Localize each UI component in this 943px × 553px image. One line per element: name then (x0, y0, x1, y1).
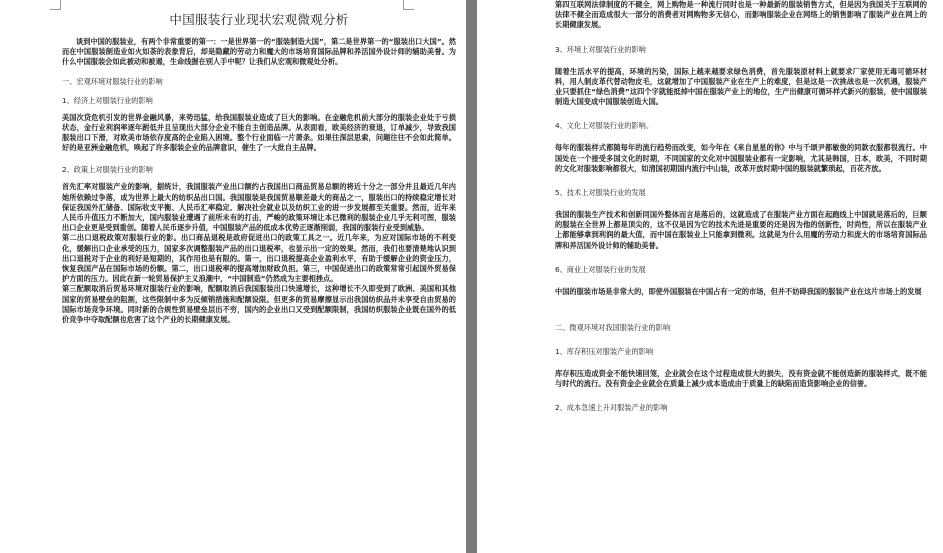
subsection-heading: 2、政策上对服装行业的影响 (62, 165, 153, 175)
page-corner-mark (50, 0, 61, 10)
section-heading: 二、微观环境对我国服装行业的影响 (555, 323, 671, 333)
intro-paragraph: 谈到中国的服装业，有两个非常重要的第一：一是世界第一的“服装制造大国”，第二是世界第一的“服装出口大国”。然而在中国服装制造业如火如荼的表象背后，却是隐藏的劳动力和魔大的市场培育国际品牌和养活国外设计师的辅助美誉。为什么中国服装会如此被动和被遏，生命线握在别人手中呢？让我们从宏观和微观处分析。 (62, 37, 456, 67)
subsection-heading: 2、成本急速上升对服装产业的影响 (555, 403, 668, 413)
body-paragraph: 每年的服装样式都随每年的流行趋势而改变，如今年在《来自星星的你》中与千颂尹都敏俊的同款衣服都很流行。中国处在一个接受多国文化的时期，不同国家的文化对中国服装业都有一定影响，尤其是韩国，日本，欧美，不同时期的文化对服装影响都很大，如清国初期国内流行中山装，改革开放时期中国的服装就繁琐起，百花齐放。 (555, 143, 927, 173)
section-heading: 一、宏观环境对服装行业的影响 (62, 76, 163, 86)
subsection-heading: 6、商业上对服装行业的发展 (555, 264, 646, 274)
body-paragraph: 中国的服装市场是非常大的，即使外国服装在中国占有一定的市场，但并不妨碍我国的服装产业在这片市场上的发展 (555, 286, 922, 296)
page-gap (466, 0, 477, 553)
page-corner-mark (403, 0, 414, 10)
document-title: 中国服装行业现状宏观微观分析 (169, 12, 349, 27)
document-page-left (0, 0, 466, 553)
document-page-right (477, 0, 943, 553)
subsection-heading: 3、环境上对服装行业的影响 (555, 44, 646, 54)
subsection-heading: 4、文化上对服装行业的影响。 (555, 121, 654, 131)
body-paragraph: 美国次贷危机引发的世界金融风暴，来势迅猛，给我国服装业造成了巨大的影响。在金融危机前大部分的服装企业处于亏损状态，金行业利润率逐年跗低并且呈现出大部分企业不能自主创造品牌。从表面看，欧美经济的衰退，订单减少，导致我国服装出口下滑，对欧美市场依存度高的企业陷入困境。整个行业面临一片萧条。如果往深层思索，问题往往不会如此简单。好的是亚洲金融危机，唤起了许多服装企业的品牌意识，催生了一大批自主品牌。 (62, 112, 456, 153)
subsection-heading: 5、技术上对服装行业的发展 (555, 188, 646, 198)
body-paragraph: 第二出口退税政策对服装行业的影。出口商品退税是政府促进出口的政策工具之一。近几年来，为应对国际市场的不利变化，缓解出口企业承受的压力，国家多次调整服装产品的出口退税率，也显示出一定的效果。然而，我们也要清楚地认识到出口退税对于企业的利好是短期的，其作用也是有限的。第一，出口退税提高企业盈利水平，有助于缓解企业的资金压力，恢复我国产品在国际市场的份额。第二，出口退税率的提高增加财政负担。第三，中国促进出口的政策常常引起国外贸易保护方面的压力。因此在新一轮贸易保护主义浪潮中，“中国制造”仍然成为主要相挫点。 (62, 233, 456, 284)
body-paragraph: 随着生活水平的提高，环境的污染，国际上越来越要求绿色消费，首先服装原材料上就要求厂家使用无毒可循环材料，用人制皮革代替动物皮毛，这就增加了中国服装产业在生产上的难度，但是这是一次挑战也是一次机遇，服装产业只要抓住“绿色消费”这四个字就能抵掉中国在服装产业上的地位，生产出健康可循环样式新兴的服装，使中国服装制造大国变成中国服装创造大国。 (555, 66, 927, 107)
body-paragraph: 第四互联网法律制度的不健全，网上购物是一种流行同时也是一种最新的服装销售方式，但是因为我国关于互联网的法律不健全而造成很大一部分的消费者对网购物多无信心，而影响服装企业在网络上的销售影响了服装产业在网上的长期健康发展。 (555, 0, 927, 30)
subsection-heading: 1、库存积压对服装产业的影响 (555, 347, 654, 357)
body-paragraph: 第三配额取消后贸易环境对服装行业的影响，配额取消后我国服装出口快速增长，这种增长不久即受到了欧洲、美国和其他国家的贸易壁垒的阻割，这些限制中多为反倾销措施和配额设限。但更多的贸易摩擦显示出我国纺织品并未享受自由贸易的国际市场竞争环境。同时新的合规性贸易壁垒层出不穷，国内的企业出口又受到配额限制，我国纺织服装企业既在国外的低价竞争中夺取配额也危害了这个产业的长期健康发展。 (62, 284, 456, 325)
subsection-heading: 1、经济上对服装行业的影响 (62, 95, 153, 105)
body-paragraph: 首先汇率对服装产业的影响，据统计，我国服装产业出口额约占我国出口商品贸易总额的将近十分之一部分并且最近几年内她所依赖过争落，成为世界上最大的纺织品出口国。我国服装是我国贸易顺差最大的商品之一，服装出口的持续稳定增长对保证我国外汇储备、国际收支平衡、人民币汇率稳定、解决社会就业以及纺织工业的进一步发展都至关重要。然而，近年来人民币升值压力不断加大，国内服装业遭遇了前所未有的打击，严峻的政策环境让本已微利的服装企业几乎无利可图，服装出口企业更是受到重创。随着人民币逐步升值，中国服装产品的低成本优势正逐渐削弱，我国的服装行业受到威胁。 (62, 182, 456, 233)
body-paragraph: 库存积压造成资金不能快速回笼，企业就会在这个过程造成很大的损失，没有资金就不能创造新的服装样式，既不能与时代的流行。没有资金企业就会在质量上减少成本造成由于质量上的缺陷而造货影响企业的信誉。 (555, 369, 927, 389)
body-paragraph: 我国的服装生产技术和创新同国外整体而言是落后的，这就造成了在服装产业方面在起跑线上中国就是落后的，巨额的服装在全世界上都是顶尖的，这不仅是因为它的技术先进是重要的还是因为他的创新性，时尚性，所以在服装产业上都能够拿到利润的最大值，而中国在服装业上只能拿到微利。这就是为什么用魔的劳动力和庞大的市场培育国际品牌和养活国外设计师的辅助美誉。 (555, 210, 927, 250)
